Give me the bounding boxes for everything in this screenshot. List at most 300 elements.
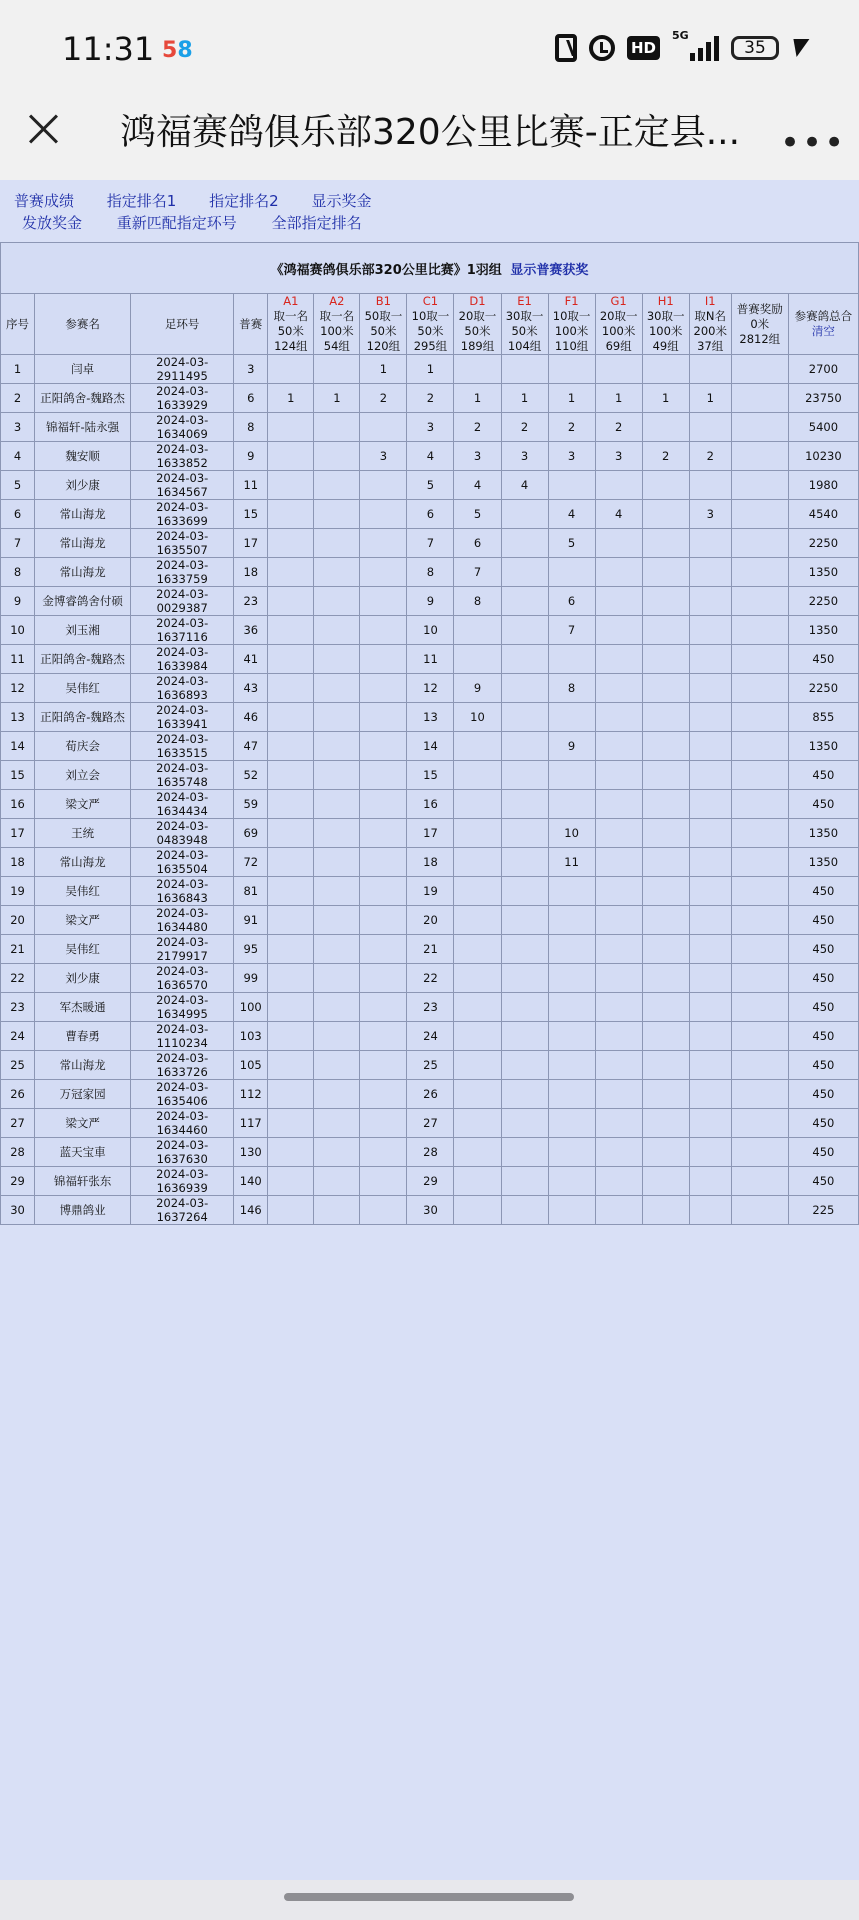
nav-row-1 [0, 180, 859, 212]
table-cell: 2024-03-1635507 [131, 529, 234, 558]
table-cell [360, 993, 407, 1022]
clear-link[interactable]: 清空 [811, 324, 835, 338]
table-cell [268, 935, 314, 964]
table-row [1, 471, 859, 500]
table-cell: 2250 [788, 587, 858, 616]
table-cell [314, 1196, 360, 1225]
table-row [1, 906, 859, 935]
table-cell: 5 [407, 471, 454, 500]
table-cell: 4 [407, 442, 454, 471]
table-cell [642, 906, 689, 935]
signal-5g-icon: 5G [672, 35, 719, 61]
table-cell: 450 [788, 1138, 858, 1167]
table-row [1, 703, 859, 732]
table-cell [501, 587, 548, 616]
table-cell: 4 [501, 471, 548, 500]
table-cell [548, 1138, 595, 1167]
table-cell: 军杰暖通 [35, 993, 131, 1022]
header-reward: 普赛奖励 0米 2812组 [731, 294, 788, 355]
table-cell: 21 [1, 935, 35, 964]
table-cell: 2024-03-1634995 [131, 993, 234, 1022]
page-content [0, 180, 859, 1225]
table-cell: 15 [1, 761, 35, 790]
header-g1: G1 20取一 100米 69组 [595, 294, 642, 355]
table-cell [268, 1138, 314, 1167]
table-cell [454, 1109, 501, 1138]
table-cell [314, 935, 360, 964]
table-cell: 4 [454, 471, 501, 500]
caption-text: 《鸿福赛鸽俱乐部320公里比赛》1羽组 [270, 262, 502, 278]
table-cell [314, 761, 360, 790]
table-cell [501, 355, 548, 384]
table-row [1, 587, 859, 616]
table-cell [314, 703, 360, 732]
table-cell [595, 471, 642, 500]
table-cell [501, 848, 548, 877]
table-cell: 225 [788, 1196, 858, 1225]
table-cell [595, 674, 642, 703]
header-d1: D1 20取一 50米 189组 [454, 294, 501, 355]
table-cell: 2024-03-1633852 [131, 442, 234, 471]
table-cell [501, 645, 548, 674]
table-cell: 450 [788, 1167, 858, 1196]
nav-row-2 [0, 212, 859, 234]
header-c1: C1 10取一 50米 295组 [407, 294, 454, 355]
table-cell: 25 [1, 1051, 35, 1080]
nav-link-rank2[interactable]: 指定排名2 [209, 192, 279, 210]
table-cell [595, 906, 642, 935]
table-cell: 2024-03-0483948 [131, 819, 234, 848]
table-cell: 2 [407, 384, 454, 413]
table-cell [454, 645, 501, 674]
table-cell: 1350 [788, 848, 858, 877]
table-cell [642, 558, 689, 587]
table-row [1, 964, 859, 993]
table-cell: 47 [234, 732, 268, 761]
table-cell: 6 [234, 384, 268, 413]
show-awards-link[interactable]: 显示普赛获奖 [510, 262, 589, 278]
table-cell [689, 1022, 731, 1051]
table-cell: 2250 [788, 529, 858, 558]
table-cell: 5 [1, 471, 35, 500]
table-cell [360, 529, 407, 558]
table-cell: 常山海龙 [35, 500, 131, 529]
table-cell: 450 [788, 1080, 858, 1109]
table-cell: 16 [407, 790, 454, 819]
table-cell [689, 732, 731, 761]
table-cell [595, 529, 642, 558]
table-cell [268, 906, 314, 935]
table-cell: 万冠家园 [35, 1080, 131, 1109]
table-cell [595, 877, 642, 906]
table-cell: 2024-03-1636843 [131, 877, 234, 906]
table-cell [501, 761, 548, 790]
table-cell [454, 616, 501, 645]
table-cell: 855 [788, 703, 858, 732]
table-cell: 2024-03-1635504 [131, 848, 234, 877]
table-cell [501, 819, 548, 848]
table-cell [360, 645, 407, 674]
table-row [1, 993, 859, 1022]
table-cell [454, 732, 501, 761]
table-cell: 2024-03-1633929 [131, 384, 234, 413]
table-cell: 梁文严 [35, 1109, 131, 1138]
hd-icon: HD [627, 36, 660, 60]
alarm-icon [589, 35, 615, 61]
table-cell: 2024-03-1633515 [131, 732, 234, 761]
nav-link-show-prize[interactable]: 显示奖金 [311, 192, 372, 210]
table-cell: 刘立会 [35, 761, 131, 790]
table-cell [642, 413, 689, 442]
table-cell: 112 [234, 1080, 268, 1109]
table-cell [314, 1138, 360, 1167]
table-cell: 蓝天宝車 [35, 1138, 131, 1167]
table-cell [548, 1167, 595, 1196]
table-cell [501, 964, 548, 993]
nav-link-results[interactable]: 普赛成绩 [14, 192, 75, 210]
table-cell: 2 [642, 442, 689, 471]
table-cell [731, 674, 788, 703]
table-cell [268, 819, 314, 848]
table-row [1, 442, 859, 471]
table-cell [268, 413, 314, 442]
table-caption-row [1, 243, 859, 294]
table-cell: 2 [548, 413, 595, 442]
table-cell: 2024-03-1633984 [131, 645, 234, 674]
table-cell [501, 1080, 548, 1109]
status-time: 11:31 [62, 30, 155, 68]
table-cell [548, 558, 595, 587]
table-cell: 81 [234, 877, 268, 906]
table-cell: 2 [454, 413, 501, 442]
table-cell [731, 384, 788, 413]
table-cell: 8 [1, 558, 35, 587]
table-cell [731, 645, 788, 674]
table-cell [268, 1167, 314, 1196]
header-ring: 足环号 [131, 294, 234, 355]
table-row [1, 790, 859, 819]
table-cell: 闫卓 [35, 355, 131, 384]
table-cell [731, 1109, 788, 1138]
table-cell: 3 [1, 413, 35, 442]
table-cell [501, 1196, 548, 1225]
table-cell [642, 616, 689, 645]
table-cell [642, 1138, 689, 1167]
table-cell: 1 [595, 384, 642, 413]
table-cell [595, 761, 642, 790]
table-cell [268, 529, 314, 558]
table-cell [689, 674, 731, 703]
table-row [1, 413, 859, 442]
table-cell [731, 1051, 788, 1080]
table-cell [689, 703, 731, 732]
table-cell: 23750 [788, 384, 858, 413]
table-cell [595, 964, 642, 993]
home-indicator[interactable] [284, 1893, 574, 1901]
table-cell [689, 355, 731, 384]
table-cell: 95 [234, 935, 268, 964]
table-cell: 18 [1, 848, 35, 877]
table-cell [595, 355, 642, 384]
table-cell [595, 558, 642, 587]
table-cell [501, 500, 548, 529]
table-cell [501, 1051, 548, 1080]
table-cell [548, 703, 595, 732]
table-cell: 450 [788, 906, 858, 935]
table-cell: 3 [595, 442, 642, 471]
table-cell [731, 819, 788, 848]
table-cell: 22 [407, 964, 454, 993]
table-cell: 刘少康 [35, 964, 131, 993]
table-row [1, 355, 859, 384]
table-cell [548, 935, 595, 964]
nav-link-issue-prize[interactable]: 发放奖金 [22, 214, 83, 232]
table-cell [595, 1022, 642, 1051]
table-cell [314, 558, 360, 587]
table-cell: 2024-03-1634434 [131, 790, 234, 819]
table-cell [501, 935, 548, 964]
table-row [1, 1138, 859, 1167]
table-cell [454, 761, 501, 790]
table-cell [454, 1051, 501, 1080]
results-table [0, 242, 859, 1225]
table-cell [314, 848, 360, 877]
table-cell: 59 [234, 790, 268, 819]
table-cell: 常山海龙 [35, 1051, 131, 1080]
table-cell: 2024-03-0029387 [131, 587, 234, 616]
table-cell [268, 674, 314, 703]
table-cell [501, 674, 548, 703]
table-cell: 1 [407, 355, 454, 384]
table-cell: 146 [234, 1196, 268, 1225]
table-cell [314, 790, 360, 819]
table-cell [548, 1051, 595, 1080]
table-cell [731, 471, 788, 500]
table-cell [360, 1109, 407, 1138]
table-cell [731, 790, 788, 819]
table-cell [689, 558, 731, 587]
table-cell [642, 1080, 689, 1109]
table-cell [360, 1167, 407, 1196]
table-cell [595, 1196, 642, 1225]
table-row [1, 1051, 859, 1080]
table-cell: 23 [234, 587, 268, 616]
table-cell [360, 1196, 407, 1225]
table-cell [360, 674, 407, 703]
table-cell: 24 [407, 1022, 454, 1051]
table-cell [642, 645, 689, 674]
table-cell: 24 [1, 1022, 35, 1051]
table-cell: 梁文严 [35, 906, 131, 935]
nfc-icon [555, 34, 577, 62]
table-cell [360, 703, 407, 732]
table-row [1, 500, 859, 529]
table-cell: 吴伟红 [35, 674, 131, 703]
header-a1: A1 取一名 50米 124组 [268, 294, 314, 355]
table-cell: 28 [1, 1138, 35, 1167]
table-cell: 29 [1, 1167, 35, 1196]
table-cell: 6 [548, 587, 595, 616]
table-cell [642, 790, 689, 819]
table-cell: 17 [1, 819, 35, 848]
table-cell [731, 848, 788, 877]
table-cell: 450 [788, 993, 858, 1022]
table-cell: 2024-03-1110234 [131, 1022, 234, 1051]
table-cell: 常山海龙 [35, 529, 131, 558]
table-cell: 2024-03-1636893 [131, 674, 234, 703]
table-cell: 锦福轩张东 [35, 1167, 131, 1196]
table-cell: 15 [407, 761, 454, 790]
table-cell [501, 616, 548, 645]
table-cell [314, 993, 360, 1022]
table-cell: 72 [234, 848, 268, 877]
header-rank: 普赛 [234, 294, 268, 355]
table-cell: 117 [234, 1109, 268, 1138]
table-cell [454, 1138, 501, 1167]
table-cell [268, 877, 314, 906]
table-cell [689, 1051, 731, 1080]
table-cell [314, 819, 360, 848]
table-cell: 1 [454, 384, 501, 413]
table-cell [268, 1109, 314, 1138]
table-cell: 8 [548, 674, 595, 703]
table-cell [360, 964, 407, 993]
table-cell: 3 [689, 500, 731, 529]
table-cell [595, 1051, 642, 1080]
table-row [1, 645, 859, 674]
table-cell [268, 1080, 314, 1109]
table-cell: 3 [234, 355, 268, 384]
table-cell: 10 [407, 616, 454, 645]
table-cell [360, 500, 407, 529]
table-cell [731, 993, 788, 1022]
table-cell [501, 906, 548, 935]
table-cell: 2024-03-1637264 [131, 1196, 234, 1225]
table-cell [314, 355, 360, 384]
table-cell: 21 [407, 935, 454, 964]
table-cell [314, 413, 360, 442]
table-cell: 11 [1, 645, 35, 674]
table-cell: 30 [407, 1196, 454, 1225]
header-e1: E1 30取一 50米 104组 [501, 294, 548, 355]
table-cell: 9 [234, 442, 268, 471]
table-cell [731, 703, 788, 732]
nav-link-all-rank[interactable]: 全部指定排名 [271, 214, 362, 232]
table-cell [360, 616, 407, 645]
table-cell [642, 1022, 689, 1051]
table-cell [595, 993, 642, 1022]
status-bar [0, 0, 859, 104]
table-cell: 11 [548, 848, 595, 877]
table-cell [314, 1080, 360, 1109]
table-cell [595, 645, 642, 674]
table-cell [731, 1196, 788, 1225]
table-cell [642, 761, 689, 790]
table-cell [454, 906, 501, 935]
nav-link-rank1[interactable]: 指定排名1 [106, 192, 177, 210]
table-cell: 140 [234, 1167, 268, 1196]
table-cell: 28 [407, 1138, 454, 1167]
table-cell [501, 703, 548, 732]
table-cell [689, 413, 731, 442]
table-cell [360, 848, 407, 877]
table-cell [454, 355, 501, 384]
table-cell: 5 [454, 500, 501, 529]
table-row [1, 848, 859, 877]
table-cell: 2024-03-1633759 [131, 558, 234, 587]
table-cell [642, 1051, 689, 1080]
table-cell [501, 529, 548, 558]
more-options-icon[interactable]: ••• [780, 123, 847, 163]
table-cell [731, 500, 788, 529]
table-cell: 20 [1, 906, 35, 935]
table-cell: 2024-03-1635406 [131, 1080, 234, 1109]
table-cell: 10 [548, 819, 595, 848]
table-cell [360, 877, 407, 906]
table-cell: 100 [234, 993, 268, 1022]
table-cell [731, 1138, 788, 1167]
table-cell [689, 471, 731, 500]
table-cell: 27 [1, 1109, 35, 1138]
table-cell [314, 442, 360, 471]
table-cell [454, 790, 501, 819]
table-cell [360, 1022, 407, 1051]
table-cell: 正阳鸽舍-魏路杰 [35, 645, 131, 674]
table-cell [314, 645, 360, 674]
table-cell: 常山海龙 [35, 848, 131, 877]
table-cell [314, 587, 360, 616]
table-cell [642, 703, 689, 732]
table-cell [731, 587, 788, 616]
table-cell [731, 935, 788, 964]
table-cell [642, 587, 689, 616]
table-cell: 3 [407, 413, 454, 442]
table-cell [548, 1196, 595, 1225]
table-cell: 1 [689, 384, 731, 413]
table-cell [501, 993, 548, 1022]
table-cell: 6 [407, 500, 454, 529]
table-cell [642, 819, 689, 848]
table-cell: 23 [1, 993, 35, 1022]
table-cell [360, 558, 407, 587]
table-cell: 14 [407, 732, 454, 761]
app-58-icon: 58 [162, 38, 193, 63]
table-cell: 2250 [788, 674, 858, 703]
table-cell [548, 964, 595, 993]
table-cell [595, 1080, 642, 1109]
table-cell [689, 1138, 731, 1167]
table-cell: 450 [788, 935, 858, 964]
table-cell [501, 877, 548, 906]
table-cell [454, 848, 501, 877]
table-cell [268, 616, 314, 645]
close-icon[interactable] [26, 112, 60, 146]
table-cell: 2024-03-1633941 [131, 703, 234, 732]
table-cell [314, 500, 360, 529]
table-cell [689, 819, 731, 848]
table-cell: 2024-03-1633726 [131, 1051, 234, 1080]
table-cell: 2700 [788, 355, 858, 384]
table-cell: 1 [501, 384, 548, 413]
table-cell [501, 1167, 548, 1196]
table-cell [268, 993, 314, 1022]
table-cell: 1350 [788, 819, 858, 848]
nav-link-rematch-ring[interactable]: 重新匹配指定环号 [116, 214, 237, 232]
page-title: 鸿福赛鸽俱乐部320公里比赛-正定县... [120, 112, 740, 153]
header-total: 参赛鸽总合 清空 [788, 294, 858, 355]
table-cell: 王统 [35, 819, 131, 848]
table-cell: 450 [788, 790, 858, 819]
